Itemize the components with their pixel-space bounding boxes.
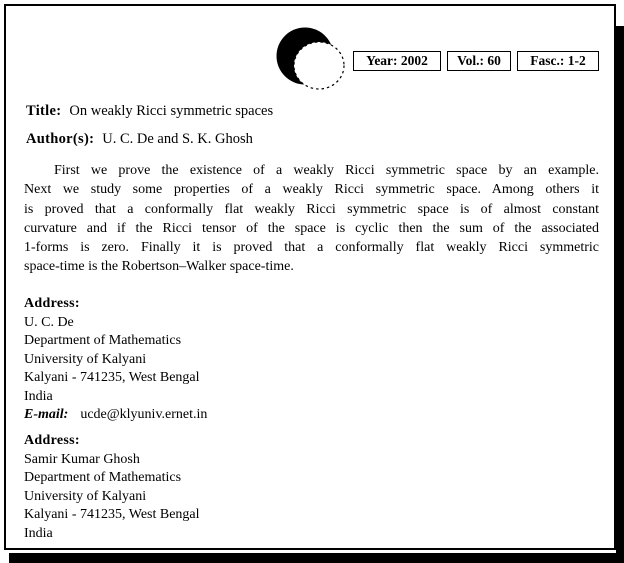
authors-row: [26, 131, 253, 148]
address-line-name: U. C. De: [24, 314, 74, 330]
address-line-country: India: [24, 388, 53, 404]
title-row: [26, 103, 273, 120]
volume-badge: Vol.: 60: [447, 51, 511, 71]
address-block-1: [24, 295, 207, 425]
abstract-line: space-time is the Robertson–Walker space-time.: [24, 259, 294, 275]
address-line-university: University of Kalyani: [24, 351, 147, 367]
abstract-line: Next we study some properties of a weakly Ricci symmetric space. Among others it: [24, 182, 599, 198]
title-label: Title:: [26, 103, 62, 119]
address-label: Address:: [24, 296, 80, 311]
page-title: On weakly Ricci symmetric spaces: [69, 103, 274, 119]
fascicle-badge: Fasc.: 1-2: [517, 51, 599, 71]
abstract-line: First we prove the existence of a weakly Ricci symmetric space by an example.: [54, 163, 599, 178]
email-label: E-mail:: [24, 407, 69, 422]
address-line-country: India: [24, 525, 53, 541]
crescent-moon-icon: [267, 22, 349, 92]
year-badge: Year: 2002: [353, 51, 441, 71]
page-shadow-right: [616, 26, 624, 563]
issue-badges: [353, 51, 599, 71]
abstract-line: is proved that a conformally flat weakly Ricci symmetric space is of almost constant: [24, 201, 599, 217]
email-row: [24, 406, 207, 425]
authors-label: Author(s):: [26, 131, 95, 147]
address-line-city: Kalyani - 741235, West Bengal: [24, 370, 200, 385]
address-block-2: [24, 432, 200, 543]
authors-text: U. C. De and S. K. Ghosh: [102, 131, 253, 147]
page-shadow-bottom: [9, 553, 624, 563]
address-line-city: Kalyani - 741235, West Bengal: [24, 507, 200, 522]
abstract-line: curvature and if the Ricci tensor of the space is cyclic then the sum of the associated: [24, 220, 599, 236]
email-value: ucde@klyuniv.ernet.in: [80, 407, 208, 422]
address-line-department: Department of Mathematics: [24, 333, 182, 348]
abstract-line: 1-forms is zero. Finally it is proved that a conformally flat weakly Ricci symmetric: [24, 240, 599, 256]
address-line-department: Department of Mathematics: [24, 470, 182, 485]
address-line-university: University of Kalyani: [24, 488, 147, 504]
address-line-name: Samir Kumar Ghosh: [24, 451, 140, 467]
address-label: Address:: [24, 433, 80, 448]
abstract-paragraph: [24, 161, 599, 277]
